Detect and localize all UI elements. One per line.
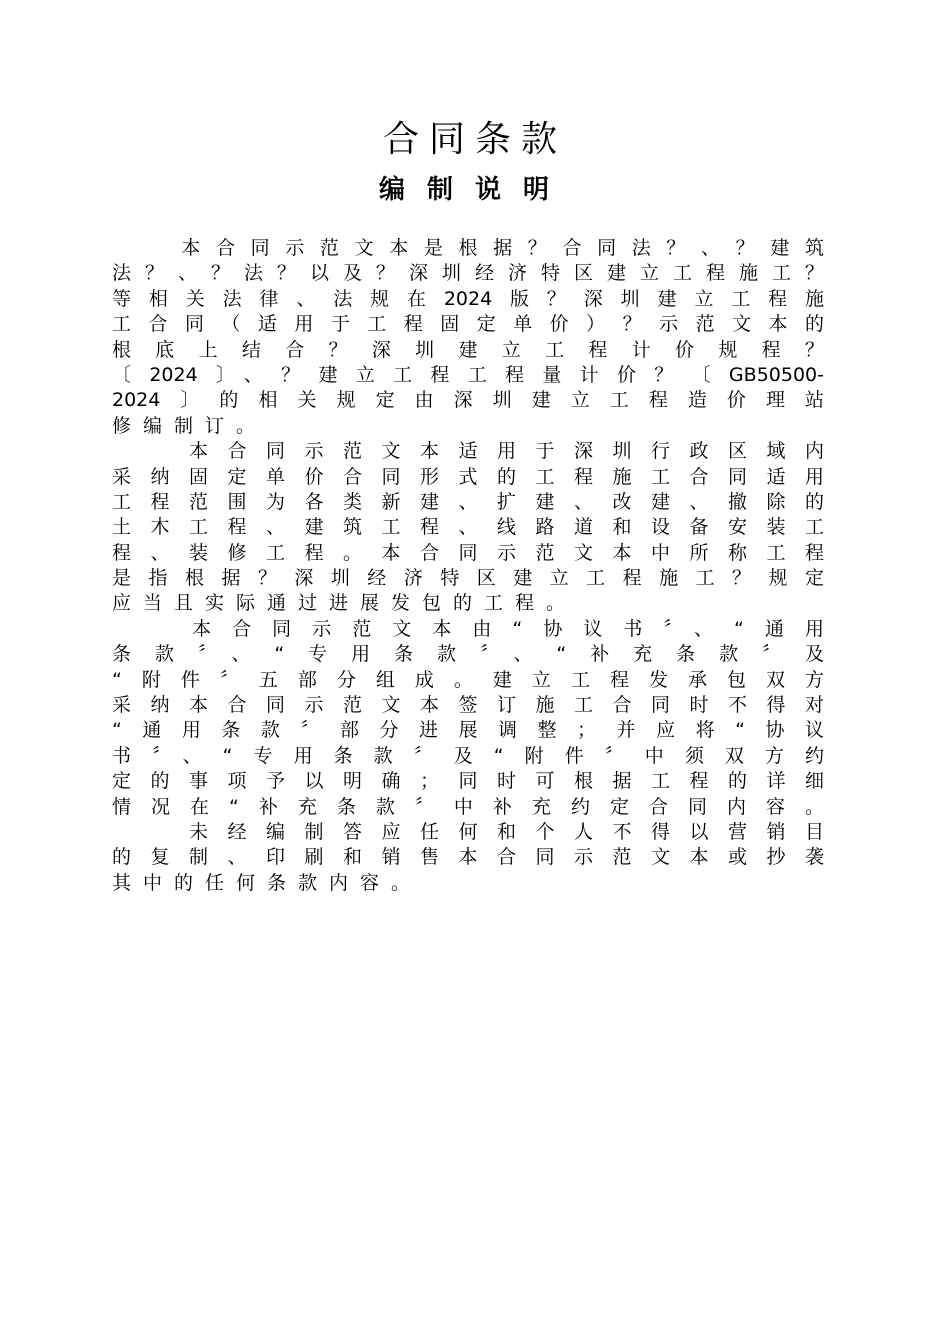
- body-line: 工合同（适用于工程固定单价）？示范文本的: [112, 313, 824, 336]
- body-line: 工程范围为各类新建、扩建、改建、撤除的: [112, 490, 824, 513]
- body-line: 条款〞、“专用条款〞、“补充条款〞及: [112, 643, 824, 666]
- body-line: “通用条款〞部分进展调整；并应将“协议: [112, 719, 824, 742]
- body-line: 本合同示范文本适用于深圳行政区域内: [112, 440, 824, 463]
- body-line: 等相关法律、法规在2024版？深圳建立工程施: [112, 287, 824, 310]
- body-line: 是指根据？深圳经济特区建立工程施工？规定: [112, 567, 824, 590]
- body-line: 采纳本合同示范文本签订施工合同时不得对: [112, 694, 824, 717]
- body-line: 书〞、“专用条款〞及“附件〞中须双方约: [112, 744, 824, 767]
- body-line: 程、装修工程。本合同示范文本中所称工程: [112, 541, 824, 564]
- body-line: “附件〞五部分组成。建立工程发承包双方: [112, 668, 824, 691]
- document-subtitle: 编制说明: [378, 175, 571, 205]
- body-line: 的复制、印刷和销售本合同示范文本或抄袭: [112, 846, 824, 869]
- body-line: 2024〕的相关规定由深圳建立工程造价理站: [112, 389, 824, 412]
- body-line: 情况在“补充条款〞中补充约定合同内容。: [112, 795, 824, 818]
- body-line: 本合同示范文本由“协议书〞、“通用: [112, 617, 824, 640]
- body-line: 其中的任何条款内容。: [112, 871, 423, 894]
- body-line: 法？、？法？以及？深圳经济特区建立工程施工？: [112, 262, 824, 285]
- body-line: 本合同示范文本是根据？合同法？、？建筑: [112, 237, 824, 259]
- document-title: 合同条款: [382, 119, 567, 160]
- body-line: 根底上结合？深圳建立工程计价规程？: [112, 338, 824, 361]
- body-line: 采纳固定单价合同形式的工程施工合同适用: [112, 465, 824, 488]
- body-line: 应当且实际通过进展发包的工程。: [112, 592, 578, 615]
- body-line: 〔2024〕、？建立工程工程量计价？〔GB50500-: [112, 363, 824, 386]
- body-line: 定的事项予以明确；同时可根据工程的详细: [112, 770, 824, 793]
- body-line: 未经编制答应任何和个人不得以营销目: [112, 820, 824, 843]
- document-body: [112, 236, 824, 896]
- body-line: 修编制订。: [112, 414, 268, 437]
- body-line: 土木工程、建筑工程、线路道和设备安装工: [112, 516, 824, 539]
